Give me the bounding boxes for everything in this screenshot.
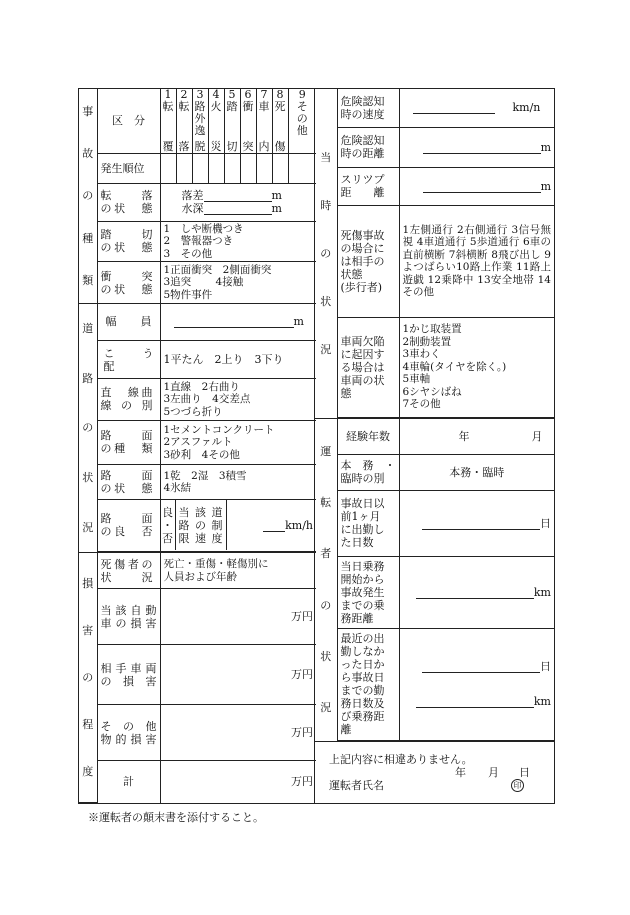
property-damage-field[interactable]: 万円 — [160, 705, 316, 761]
right-table — [315, 89, 554, 803]
category-3: 3 路 外 逸 脱 — [192, 89, 208, 153]
category-8: 8 死 傷 — [272, 89, 288, 153]
sign-date[interactable]: 年 月 日 — [455, 765, 530, 779]
road-width-label: 幅 員 — [97, 304, 160, 341]
attendance-days-label: 事故日以 前1ヶ月 に出勤し た日数 — [337, 490, 399, 556]
total-damage-field[interactable]: 万円 — [160, 761, 316, 803]
speed-limit-field[interactable]: km/h — [226, 500, 316, 550]
category-7: 7 車 内 — [256, 89, 272, 153]
pedestrian-state-options[interactable]: 1左側通行 2右側通行 3信号無視 4車道通行 5歩道通行 6車の直前横断 7斜横断 8飛び出し 9よつばらい10路上作業 11路上遊戯 12乗降中 13安全地帯 14その他 — [399, 205, 554, 317]
order-cell-2[interactable] — [176, 153, 192, 183]
duty-type-choice[interactable]: 本務・臨時 — [399, 454, 554, 490]
collision-state-label: 衝 突 の状 態 — [97, 262, 160, 304]
recent-work-label: 最近の出 勤しなか った日か ら事故日 までの勤 務日数及 び乗務距 離 — [337, 628, 399, 740]
order-cell-3[interactable] — [192, 153, 208, 183]
order-label: 発生順位 — [97, 153, 160, 183]
fall-state-label: 転 落 の状 態 — [97, 183, 160, 221]
section-driver-status: 運 転 者 の 状 況 — [315, 418, 337, 741]
curve-label: 直 線曲線の別 — [97, 379, 160, 420]
danger-distance-field[interactable]: m — [399, 127, 554, 167]
pedestrian-state-label: 死傷事故 の場合に は相手の 状態 (歩行者) — [337, 205, 399, 317]
danger-speed-field[interactable]: km/n — [399, 89, 554, 127]
curve-options[interactable]: 1直線 2右曲り 3左曲り 4交差点 5つづら折り — [160, 379, 316, 420]
order-cell-4[interactable] — [208, 153, 224, 183]
category-5: 5 踏 切 — [224, 89, 240, 153]
order-cell-7[interactable] — [256, 153, 272, 183]
duty-distance-field[interactable]: km — [399, 556, 554, 628]
category-9: 9 そ の 他 — [288, 89, 316, 153]
accident-form-right-panel — [315, 88, 555, 804]
surface-state-options[interactable]: 1乾 2湿 3積雪 4氷結 — [160, 465, 316, 500]
left-table — [79, 89, 316, 803]
category-1: 1 転 覆 — [160, 89, 176, 153]
footnote: ※運転者の顛末書を添付すること。 — [88, 811, 264, 824]
experience-field[interactable]: 年 月 — [399, 418, 554, 454]
section-accident-type: 事 故 の 種 類 — [79, 89, 97, 304]
danger-distance-label: 危険認知 時の距離 — [337, 127, 399, 167]
other-vehicle-damage-field[interactable]: 万円 — [160, 645, 316, 705]
attendance-days-field[interactable]: 日 — [399, 490, 554, 556]
slope-label: こ う 配 — [97, 340, 160, 379]
recent-work-field[interactable]: 日 km — [399, 628, 554, 740]
section-road-condition: 道 路 の 状 況 — [79, 304, 97, 553]
accident-form-left-panel — [78, 88, 315, 804]
surface-state-label: 路 面 の状 態 — [97, 465, 160, 500]
surface-quality-label: 路 面 の良 否 — [97, 500, 160, 552]
order-cell-9[interactable] — [288, 153, 316, 183]
crossing-options[interactable]: 1 しや断機つき 2 警報器つき 3 その他 — [160, 221, 316, 262]
own-vehicle-damage-field[interactable]: 万円 — [160, 589, 316, 645]
order-cell-8[interactable] — [272, 153, 288, 183]
order-cell-6[interactable] — [240, 153, 256, 183]
slip-distance-label: スリツプ 距 離 — [337, 167, 399, 205]
duty-distance-label: 当日乗務 開始から 事故発生 までの乗 務距離 — [337, 556, 399, 628]
driver-name-row[interactable]: 運転者氏名 印 — [329, 779, 538, 792]
category-label: 区 分 — [97, 89, 160, 153]
casualty-field[interactable]: 死亡・重傷・軽傷別に 人員および年齢 — [160, 553, 316, 589]
slope-options[interactable]: 1平たん 2上り 3下り — [160, 340, 316, 379]
total-label: 計 — [97, 761, 160, 803]
category-2: 2 転 落 — [176, 89, 192, 153]
road-width-field[interactable]: m — [160, 304, 316, 341]
category-6: 6 衝 突 — [240, 89, 256, 153]
fall-state-field[interactable]: 落差 m 水深 m — [160, 183, 316, 221]
experience-label: 経験年数 — [337, 418, 399, 454]
danger-speed-label: 危険認知 時の速度 — [337, 89, 399, 127]
section-damage-extent: 損 害 の 程 度 — [79, 553, 97, 803]
order-cell-5[interactable] — [224, 153, 240, 183]
confirmation-text: 上記内容に相違ありません。 — [329, 752, 473, 766]
casualty-label: 死傷者の状 況 — [97, 553, 160, 589]
seal-mark: 印 — [511, 779, 524, 792]
vehicle-defect-label: 車両欠陥 に起因す る場合は 車両の状 態 — [337, 317, 399, 417]
slip-distance-field[interactable]: m — [399, 167, 554, 205]
other-vehicle-damage-label: 相手車両 の損害 — [97, 645, 160, 705]
category-4: 4 火 災 — [208, 89, 224, 153]
collision-options[interactable]: 1正面衝突 2側面衝突 3追突 4接触 5物件事件 — [160, 262, 316, 304]
section-circumstances: 当 時 の 状 況 — [315, 89, 337, 418]
surface-quality-field[interactable] — [160, 500, 316, 552]
order-cell-1[interactable] — [160, 153, 176, 183]
vehicle-defect-options[interactable]: 1かじ取装置 2制動装置 3車わく 4車輪(タイヤを除く。) 5車軸 6シヤシばね 7その他 — [399, 317, 554, 417]
crossing-state-label: 踏 切 の状 態 — [97, 221, 160, 262]
speed-limit-label: 当該道 路の制 限速度 — [175, 500, 226, 550]
surface-type-options[interactable]: 1セメントコンクリート 2アスファルト 3砂利 4その他 — [160, 420, 316, 465]
duty-type-label: 本 務 ・ 臨時の別 — [337, 454, 399, 490]
own-vehicle-damage-label: 当該自動 車の損害 — [97, 589, 160, 645]
confirmation-block — [315, 741, 554, 803]
surface-type-label: 路 面 の種 類 — [97, 420, 160, 465]
good-bad-choice[interactable]: 良 ・ 否 — [161, 500, 176, 550]
property-damage-label: そ の 他 物的損害 — [97, 705, 160, 761]
